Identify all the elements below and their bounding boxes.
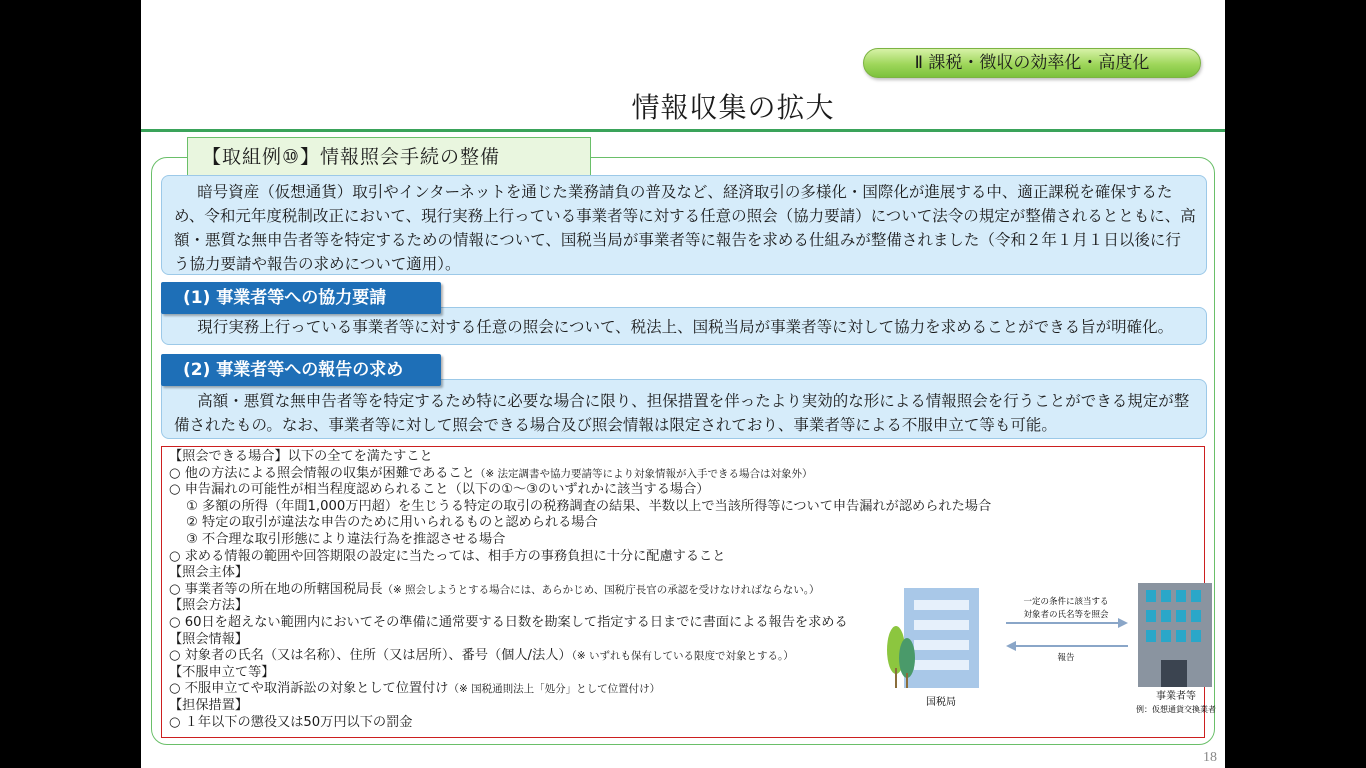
detail-line: ○ 60日を超えない範囲内においてその準備に通常要する日数を勘案して指定する日までに書面による報告を求める (169, 614, 848, 630)
section2-body (161, 379, 1207, 439)
arrow-label-bottom: 報告 (1057, 653, 1075, 663)
detail-line: ○ 対象者の氏名（又は名称）、住所（又は居所）、番号（個人/法人）（※ いずれも保有している限度で対象とする。） (169, 648, 794, 664)
detail-note: （※ 照会しようとする場合には、あらかじめ、国税庁長官の承認を受けなければならない。） (382, 583, 820, 596)
business-label: 事業者等 (1156, 691, 1196, 702)
intro-box (161, 175, 1207, 275)
detail-line: ○ 事業者等の所在地の所轄国税局長（※ 照会しようとする場合には、あらかじめ、国税庁長官の承認を受けなければならない。） (169, 581, 820, 597)
page-title: 情報収集の拡大 (631, 91, 835, 124)
detail-line: 【照会できる場合】以下の全てを満たすこと (169, 449, 433, 464)
detail-line: ○ 不服申立てや取消訴訟の対象として位置付け（※ 国税通則法上「処分」として位置付け） (169, 681, 661, 697)
arrow-label-top: 対象者の氏名等を照会 (1023, 610, 1109, 620)
detail-note: （※ いずれも保有している限度で対象とする。） (571, 650, 794, 663)
section2-header: (2) 事業者等への報告の求め (161, 354, 441, 386)
section-label: Ⅱ 課税・徴収の効率化・高度化 (863, 48, 1201, 78)
detail-note: （※ 法定調書や協力要請等により対象情報が入手できる場合は対象外） (474, 467, 813, 480)
business-example-label: 例：仮想通貨交換業者 (1136, 705, 1216, 714)
detail-line: 【照会情報】 (169, 631, 249, 647)
tax-bureau-building-icon (904, 588, 979, 688)
detail-line: ③ 不合理な取引形態により違法行為を推認させる場合 (186, 531, 506, 547)
section1-header: (1) 事業者等への協力要請 (161, 282, 441, 314)
detail-line: 【担保措置】 (169, 697, 249, 713)
detail-line: ○ 他の方法による照会情報の収集が困難であること（※ 法定調書や協力要請等により対象情報が入手できる場合は対象外） (169, 465, 813, 481)
title-divider (141, 129, 1225, 132)
detail-line: ① 多額の所得（年間1,000万円超）を生じうる特定の取引の税務調査の結果、半数以上で当該所得等について申告漏れが認められた場合 (186, 498, 992, 514)
business-building-icon (1138, 583, 1212, 687)
intro-text: 暗号資産（仮想通貨）取引やインターネットを通じた業務請負の普及など、経済取引の多様化・国際化が進展する中、適正課税を確保するため、令和元年度税制改正において、現行実務上行っている事業者等に対する任意の照会（協力要請）について法令の規定が整備されるとともに、高額・悪質な無申告者等を特定するための情報について、国税当局が事業者等に報告を求める仕組みが整備されました（令和２年１月１日以後に行う協力要請や報告の求めについて適用）。 (174, 183, 1196, 273)
detail-note: （※ 国税通則法上「処分」として位置付け） (448, 683, 661, 696)
detail-line: 【照会方法】 (169, 598, 249, 614)
detail-line: 【不服申立て等】 (169, 664, 275, 680)
detail-line: ○ 申告漏れの可能性が相当程度認められること（以下の①～③のいずれかに該当する場合） (169, 482, 710, 498)
detail-line: 【照会主体】 (169, 565, 249, 581)
detail-line: ② 特定の取引が違法な申告のために用いられるものと認められる場合 (186, 515, 598, 531)
example-heading: 【取組例⑩】情報照会手続の整備 (187, 137, 591, 177)
illustration (876, 578, 1216, 718)
arrow-label-top: 一定の条件に該当する (1023, 597, 1109, 607)
tax-bureau-label: 国税局 (926, 697, 956, 708)
detail-line: ○ １年以下の懲役又は50万円以下の罰金 (169, 714, 413, 730)
slide (141, 0, 1225, 768)
detail-line: ○ 求める情報の範囲や回答期限の設定に当たっては、相手方の事務負担に十分に配慮すること (169, 548, 726, 564)
report-arrow-icon (1006, 641, 1128, 651)
section2-text: 高額・悪質な無申告者等を特定するため特に必要な場合に限り、担保措置を伴ったより実効的な形による情報照会を行うことができる規定が整備されたもの。なお、事業者等に対して照会できる場合及び照会情報は限定されており、事業者等による不服申立て等も可能。 (174, 392, 1190, 434)
page-number: 18 (1203, 750, 1217, 765)
section1-text: 現行実務上行っている事業者等に対する任意の照会について、税法上、国税当局が事業者等に対して協力を求めることができる旨が明確化。 (197, 318, 1174, 336)
